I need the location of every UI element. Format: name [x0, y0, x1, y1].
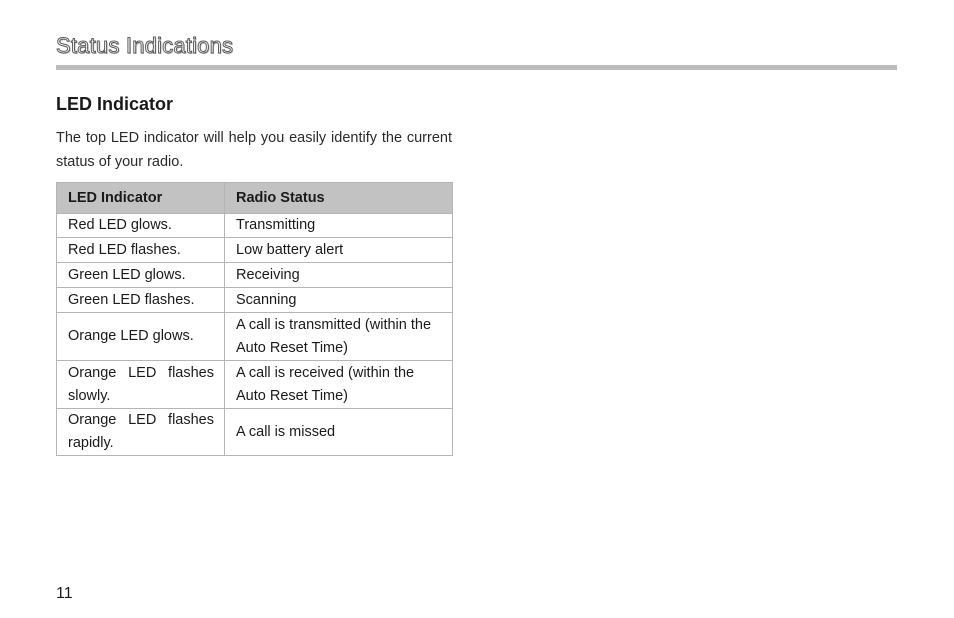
table-row [57, 409, 453, 456]
led-indicator-cell: Red LED glows. [57, 214, 225, 238]
led-status-table [56, 182, 453, 456]
radio-status-cell: A call is received (within the Auto Reset Time) [225, 361, 453, 409]
radio-status-cell: Transmitting [225, 214, 453, 238]
section-heading: LED Indicator [56, 94, 174, 114]
intro-paragraph: The top LED indicator will help you easily identify the current status of your radio. [56, 130, 452, 170]
led-indicator-cell: Green LED flashes. [57, 288, 225, 313]
table-row [57, 288, 453, 313]
column-header-led-indicator: LED Indicator [57, 183, 225, 214]
table-row [57, 214, 453, 238]
radio-status-cell: Low battery alert [225, 238, 453, 263]
table-row [57, 313, 453, 361]
page-title: Status Indications [56, 33, 234, 58]
led-indicator-cell: Green LED glows. [57, 263, 225, 288]
led-indicator-cell: Orange LED flashes slowly. [57, 361, 225, 409]
led-indicator-cell: Orange LED glows. [57, 313, 225, 361]
table-row [57, 361, 453, 409]
led-indicator-cell: Red LED flashes. [57, 238, 225, 263]
table-header-row [57, 183, 453, 214]
table-row [57, 238, 453, 263]
radio-status-cell: Scanning [225, 288, 453, 313]
page-number: 11 [56, 585, 73, 602]
radio-status-cell: Receiving [225, 263, 453, 288]
table-row [57, 263, 453, 288]
radio-status-cell: A call is transmitted (within the Auto Reset Time) [225, 313, 453, 361]
radio-status-cell: A call is missed [225, 409, 453, 456]
title-divider [56, 65, 897, 70]
led-indicator-cell: Orange LED flashes rapidly. [57, 409, 225, 456]
column-header-radio-status: Radio Status [225, 183, 453, 214]
